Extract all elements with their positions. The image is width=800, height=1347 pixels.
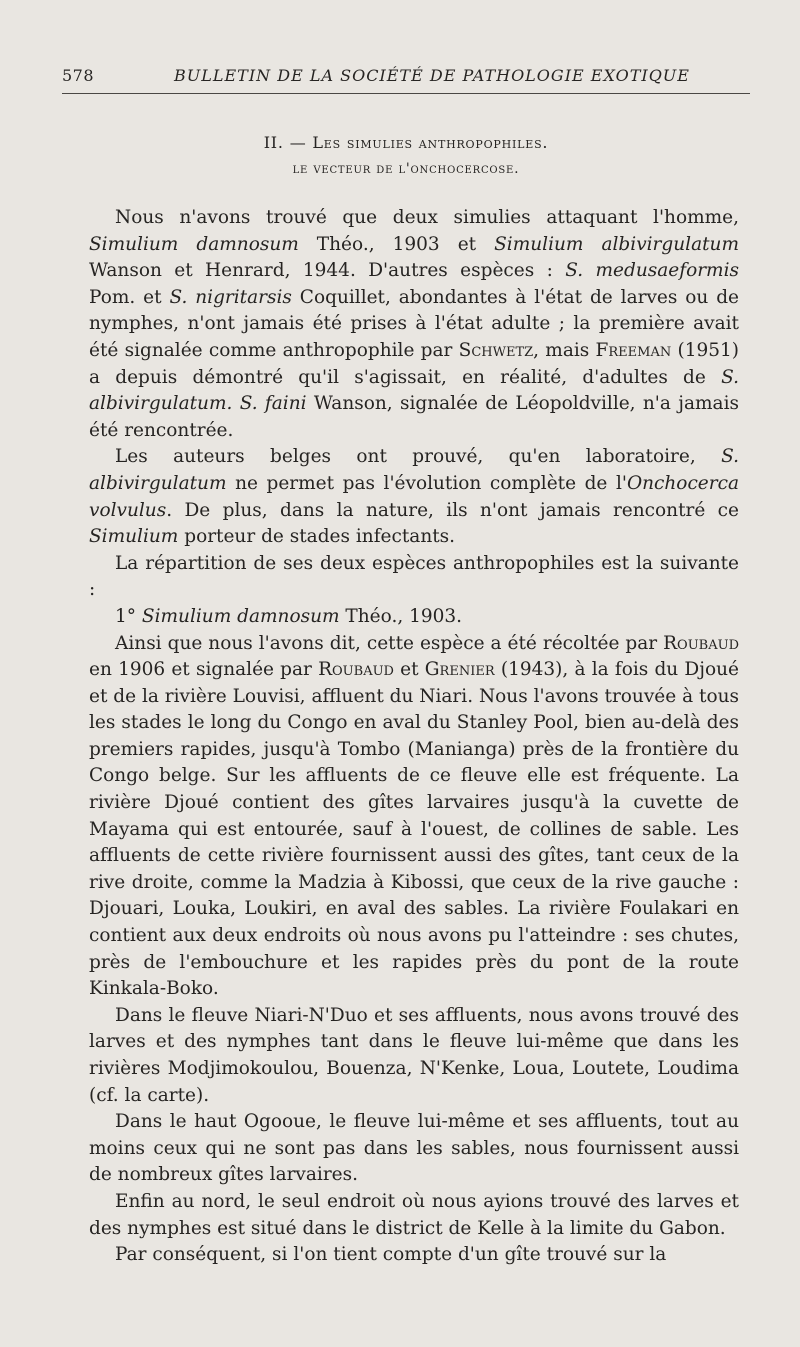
text-run: et xyxy=(393,659,425,681)
species-name: Simulium damnosum xyxy=(89,233,299,255)
header-rule xyxy=(62,93,750,94)
running-header xyxy=(62,62,750,92)
text-run: ne permet pas l'évolution complète de l' xyxy=(226,472,627,494)
author-name: Roubaud xyxy=(663,632,739,654)
species-name: S. medusaeformis xyxy=(565,260,739,282)
text-run: Wanson, signalée de Léopoldville, n'a jamais été rencontrée. xyxy=(89,393,739,441)
species-name: S. albivirgulatum. S. faini xyxy=(89,366,739,415)
text-run: Nous n'avons trouvé que deux simulies attaquant l'homme, xyxy=(115,207,739,228)
author-name: Freeman xyxy=(595,339,672,361)
paragraph-7 xyxy=(89,1189,739,1242)
text-run: Les auteurs belges ont prouvé, qu'en laboratoire, xyxy=(115,446,722,468)
text-run: (1943), à la fois du Djoué et de la rivière Louvisi, affluent du Niari. Nous l'avons trouvée à tous les stades le long du Congo en aval du Stanley Pool, bien au-delà des premiers rapides, jusqu'à Tombo (Manianga) près de la frontière du Congo belge. Sur les affluents de ce fleuve elle est fréquente. La rivière Djoué contient des gîtes larvaires jusqu'à la cuvette de Mayama qui est entourée, sauf à l'ouest, de collines de sable. Les affluents de cette rivière fournissent aussi des gîtes, tant ceux de la rive droite, comme la Madzia à Kibossi, que ceux de la rive gauche : Djouari, Louka, Loukiri, en aval des sables. La rivière Foulakari en contient aux deux endroits où nous avons pu l'atteindre : ses chutes, près de l'embouchure et les rapides près du pont de la route Kinkala-Boko. xyxy=(89,659,739,1000)
paragraph-4 xyxy=(89,631,739,1003)
text-run: La répartition de ses deux espèces anthropophiles est la suivante : xyxy=(89,552,739,601)
text-run: Dans le fleuve Niari-N'Duo et ses affluents, nous avons trouvé des larves et des nymphes tant dans le fleuve lui-même que dans les rivières Modjimokoulou, Bouenza, N'Kenke, Loua, Loutete, Loudima (cf. la carte). xyxy=(89,1004,739,1106)
author-name: Schwetz xyxy=(458,339,534,361)
text-run: en 1906 et signalée par xyxy=(89,659,319,681)
section-heading xyxy=(62,130,750,182)
text-run: porteur de stades infectants. xyxy=(178,526,456,548)
text-run: 1° xyxy=(115,605,142,627)
paragraph-1 xyxy=(89,205,739,444)
text-run: , mais xyxy=(533,339,596,361)
paragraph-8 xyxy=(89,1242,739,1269)
section-title-line-1: II. — Les simulies anthropophiles. xyxy=(263,133,549,152)
paragraph-3 xyxy=(89,551,739,604)
page-number: 578 xyxy=(62,66,95,85)
text-run: . De plus, dans la nature, ils n'ont jamais rencontré ce xyxy=(166,499,739,521)
paragraph-2 xyxy=(89,444,739,550)
species-name: Simulium albivirgulatum xyxy=(494,233,739,255)
text-run: Enfin au nord, le seul endroit où nous ayions trouvé des larves et des nymphes est situé dans le district de Kelle à la limite du Gabon. xyxy=(89,1190,739,1239)
text-run: Pom. et xyxy=(89,286,170,308)
species-name: Simulium damnosum xyxy=(141,605,340,627)
text-run: Dans le haut Ogooue, le fleuve lui-même et ses affluents, tout au moins ceux qui ne sont pas dans les sables, nous fournissent aussi de nombreux gîtes larvaires. xyxy=(89,1111,739,1186)
author-name: Grenier xyxy=(424,659,495,681)
paragraph-6 xyxy=(89,1109,739,1189)
text-run: Théo., 1903. xyxy=(339,605,463,627)
text-run: Coquillet, abondantes à l'état de larves ou de nymphes, n'ont jamais été prises à l'état adulte ; la première avait été signalée comme anthropophile par xyxy=(89,286,739,361)
species-name: Simulium xyxy=(89,526,179,548)
author-name: Roubaud xyxy=(318,659,394,681)
body-text xyxy=(89,205,739,1269)
section-title-line-2: le vecteur de l'onchocercose. xyxy=(292,161,520,177)
text-run: (1951) a depuis démontré qu'il s'agissait, en réalité, d'adultes de xyxy=(89,339,740,388)
species-name: Onchocerca volvulus xyxy=(89,472,739,521)
text-run: Ainsi que nous l'avons dit, cette espèce a été récoltée par xyxy=(115,632,664,654)
text-run: Théo., 1903 et xyxy=(298,233,495,255)
text-run: Wanson et Henrard, 1944. D'autres espèces : xyxy=(89,260,566,282)
running-title: BULLETIN DE LA SOCIÉTÉ DE PATHOLOGIE EXOTIQUE xyxy=(174,66,690,85)
species-name: S. nigritarsis xyxy=(169,286,292,308)
paragraph-5 xyxy=(89,1003,739,1109)
species-name: S. albivirgulatum xyxy=(89,446,739,494)
text-run: Par conséquent, si l'on tient compte d'un gîte trouvé sur la xyxy=(115,1244,667,1266)
list-item-1 xyxy=(89,604,739,631)
